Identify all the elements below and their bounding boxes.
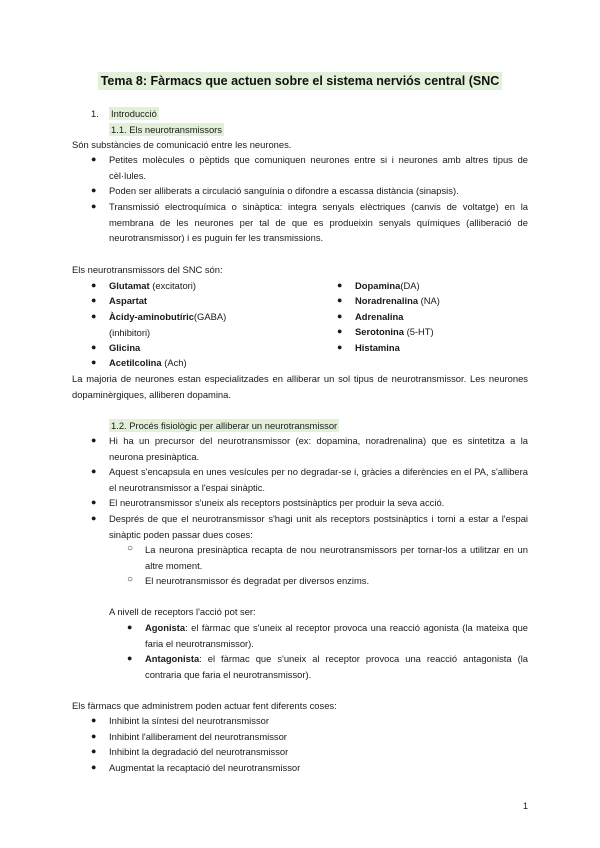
sub-bullet-1: La neurona presinàptica recapta de nou neurotransmissors per tornar-los a utilitzar en un altre moment. [145, 544, 528, 571]
nt-left-4 [109, 340, 249, 356]
bullet-icon: ● [91, 342, 97, 352]
bullet-icon: ● [91, 762, 97, 772]
receptor-antagonist [145, 651, 528, 682]
nt-name: Histamina [355, 342, 400, 353]
bullet-icon: ● [91, 497, 97, 507]
section-1-2-number: 1.2. [111, 420, 127, 431]
nt-name: Dopamina [355, 280, 401, 291]
section-1-heading [109, 106, 159, 122]
nt-name: Acetilcolina [109, 357, 162, 368]
section-1-1-number: 1.1. [111, 124, 127, 135]
nt-right-5 [355, 340, 400, 356]
bullet-icon: ● [91, 280, 97, 290]
bullet-icon: ● [127, 653, 133, 663]
process-bullet-2: Aquest s'encapsula en unes vesícules per no degradar-se i, gràcies a diferències en el PA, s'allibera el neurotransmissor a l'espai sinàptic. [109, 466, 528, 493]
bullet-icon: ● [91, 154, 97, 164]
bullet-icon: ● [91, 185, 97, 195]
nt-note: (5-HT) [406, 326, 434, 337]
nt-name: Adrenalina [355, 311, 404, 322]
drug-action-4: Augmentat la recaptació del neurotransmissor [109, 762, 301, 773]
nt-left-2 [109, 293, 249, 309]
nt-left-3 [109, 309, 239, 340]
receptor-agonist [145, 620, 528, 651]
bullet-icon: ● [337, 311, 343, 321]
nt-note: (excitatori) [152, 280, 197, 291]
nt-note: (DA) [400, 280, 420, 291]
receptor-action-name: Antagonista [145, 653, 200, 664]
bullet-icon: ● [127, 622, 133, 632]
intro-bullet-3: Transmissió electroquímica o sinàptica: integra senyals elèctriques (canvis de voltatge) en la membrana de les neurones per tal de que es produeixin senyals químiques (alliberació de neurotransmissor) i es puguin fer les transmissions. [109, 201, 528, 243]
nt-name: Àcidy-aminobutíric [109, 311, 194, 322]
title-wrap [0, 72, 600, 90]
section-1-2-heading [109, 418, 339, 434]
intro-bullet-2: Poden ser alliberats a circulació sanguínia o difondre a escassa distància (sinapsis). [109, 185, 459, 196]
section-1-number: 1. [91, 108, 99, 119]
nt-name: Aspartat [109, 295, 148, 306]
bullet-icon: ● [91, 435, 97, 445]
drug-action-2: Inhibint l'alliberament del neurotransmissor [109, 731, 287, 742]
bullet-icon: ● [91, 731, 97, 741]
nt-note: (NA) [420, 295, 440, 306]
section-1-2-label [109, 419, 339, 432]
nt-name: Glicina [109, 342, 141, 353]
page-number: 1 [522, 801, 528, 811]
majority-paragraph: La majoria de neurones estan especialitzades en alliberar un sol tipus de neurotransmissor. Les neurones dopaminèrgiques, alliberen dopamina. [72, 373, 528, 400]
nt-right-1 [355, 278, 420, 294]
nt-right-4 [355, 324, 434, 340]
bullet-icon: ● [91, 295, 97, 305]
section-1-2-text: Procés fisiològic per alliberar un neurotransmissor [129, 420, 338, 431]
nt-left-5 [109, 355, 249, 371]
bullet-icon: ● [91, 357, 97, 367]
bullet-icon: ● [337, 280, 343, 290]
bullet-icon: ● [337, 326, 343, 336]
drug-action-3: Inhibint la degradació del neurotransmissor [109, 746, 289, 757]
nt-name: Serotonina [355, 326, 404, 337]
section-1-1-label [109, 123, 224, 136]
nt-right-2 [355, 293, 440, 309]
receptor-action-text: : el fàrmac que s'uneix al receptor provoca una reacció agonista (la mateixa que faria el neurotransmissor). [145, 622, 528, 649]
page-title: Tema 8: Fàrmacs que actuen sobre el sistema nerviós central (SNC [98, 72, 503, 90]
section-1-1-text: Els neurotransmissors [129, 124, 222, 135]
bullet-icon: ● [91, 466, 97, 476]
receptor-action-text: : el fàrmac que s'uneix al receptor provoca una reacció antagonista (la contraria que faria el neurotransmissor). [145, 653, 528, 680]
nt-list-intro: Els neurotransmissors del SNC són: [72, 264, 223, 275]
nt-left-1 [109, 278, 249, 294]
nt-note: (Ach) [164, 357, 187, 368]
bullet-icon: ● [91, 201, 97, 211]
circle-bullet-icon: ○ [127, 574, 134, 585]
bullet-icon: ● [91, 746, 97, 756]
process-bullet-1: Hi ha un precursor del neurotransmissor (ex: dopamina, noradrenalina) que es sintetitza a la neurona presinàptica. [109, 435, 528, 462]
bullet-icon: ● [91, 311, 97, 321]
circle-bullet-icon: ○ [127, 543, 134, 554]
receptor-action-name: Agonista [145, 622, 186, 633]
bullet-icon: ● [91, 715, 97, 725]
section-1-1-heading [109, 122, 224, 138]
receptor-intro: A nivell de receptors l'acció pot ser: [109, 606, 256, 617]
nt-name: Glutamat [109, 280, 150, 291]
bullet-icon: ● [337, 295, 343, 305]
bullet-icon: ● [91, 513, 97, 523]
sub-bullet-2: El neurotransmissor és degradat per diversos enzims. [145, 575, 370, 586]
bullet-icon: ● [337, 342, 343, 352]
process-bullet-4: Després de que el neurotransmissor s'hagi unit als receptors postsinàptics i torni a estar a l'espai sinàptic poden passar dues coses: [109, 513, 528, 540]
nt-note: (GABA) (inhibitori) [109, 311, 227, 338]
nt-name: Noradrenalina [355, 295, 419, 306]
drug-action-1: Inhibint la síntesi del neurotransmissor [109, 715, 269, 726]
process-bullet-3: El neurotransmissor s'uneix als receptors postsinàptics per produir la seva acció. [109, 497, 445, 508]
intro-bullet-1: Petites molècules o pèptids que comuniquen neurones entre si i neurones amb altres tipus de cèl·lules. [109, 154, 528, 181]
section-1-heading-text: Introducció [111, 108, 157, 119]
nt-right-3 [355, 309, 403, 325]
drugs-intro: Els fàrmacs que administrem poden actuar fent diferents coses: [72, 700, 337, 711]
intro-text: Són substàncies de comunicació entre les neurones. [72, 139, 292, 150]
